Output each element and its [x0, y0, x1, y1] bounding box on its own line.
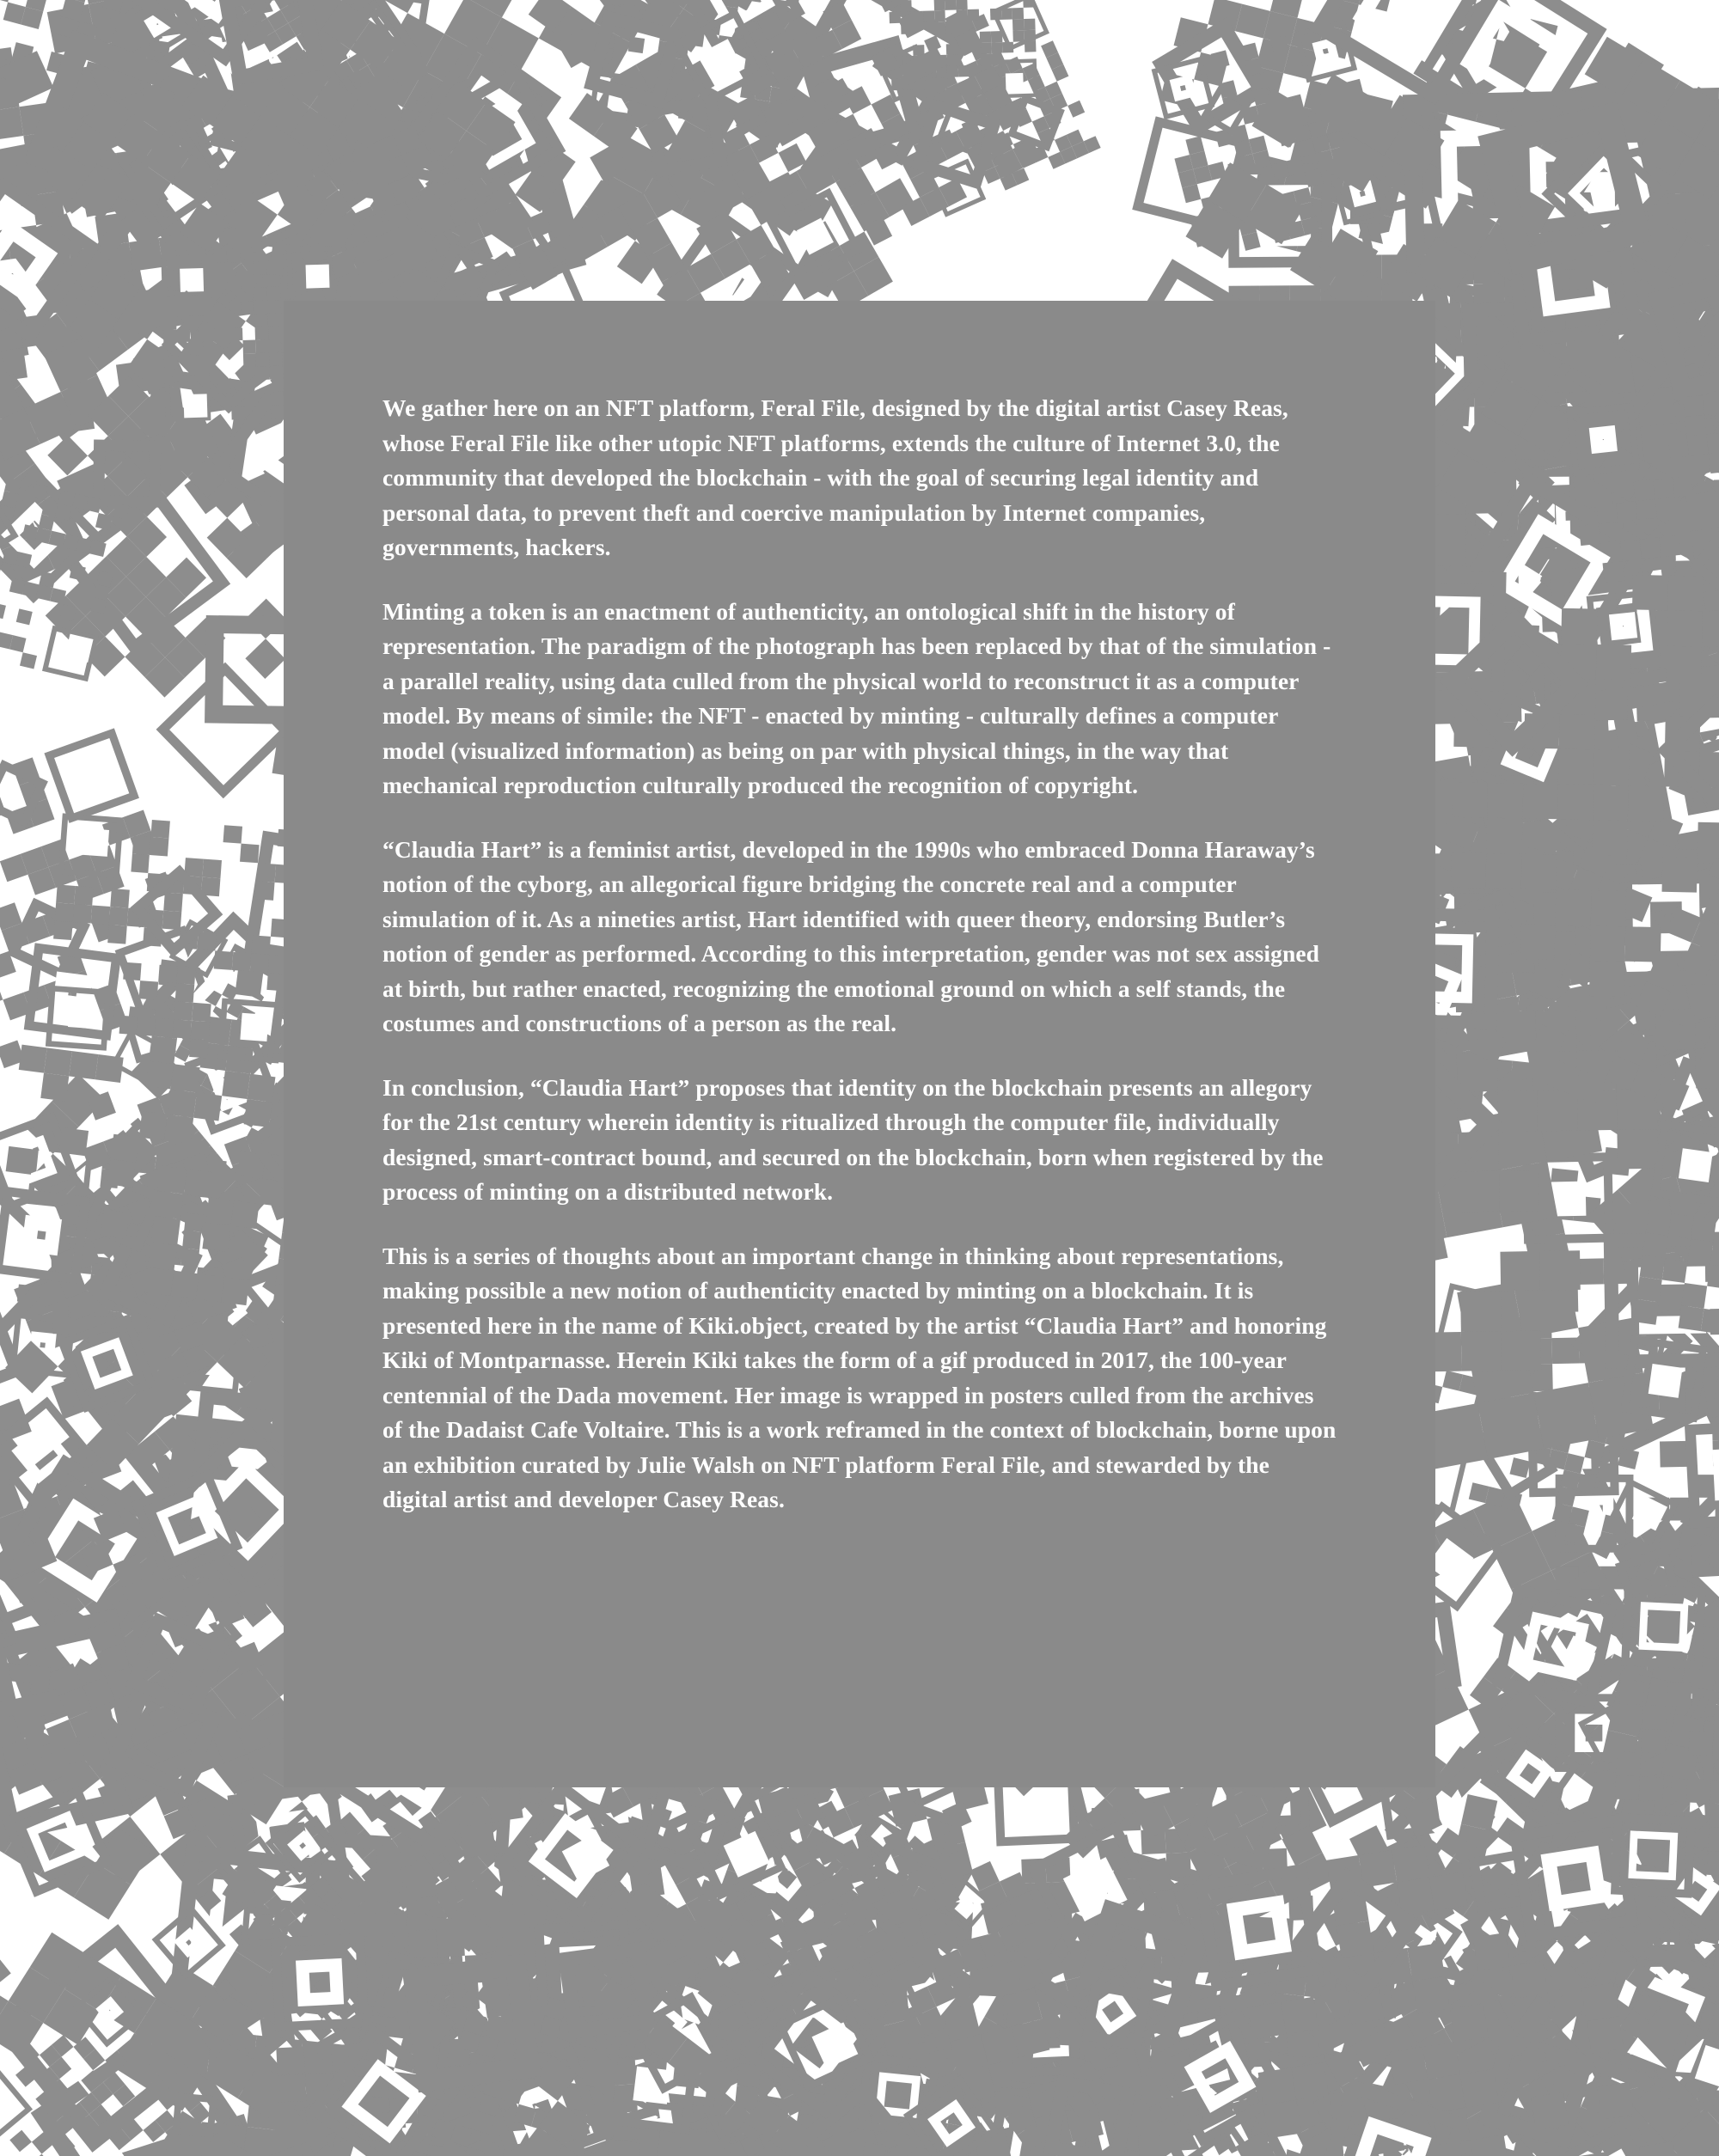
- qr-finder-pattern: [1650, 1120, 1719, 1206]
- qr-diamond-motif: [1080, 1980, 1151, 2050]
- qr-diamond-motif: [217, 0, 324, 85]
- paragraph: This is a series of thoughts about an important change in thinking about representations, making possible a new notion of authenticity enacted by minting on a blockchain. It is presented here in the name of Kiki.object, created by the artist “Claudia Hart” and honoring Kiki of Montparnasse. Herein Kiki takes the form of a gif produced in 2017, the 100-year centennial of the Dada movement. Her image is wrapped in posters culled from the archives of the Dadaist Cafe Voltaire. This is a work reframed in the context of blockchain, borne upon an exhibition curated by Julie Walsh on NFT platform Feral File, and stewarded by the digital artist and developer Casey Reas.: [382, 1242, 1337, 1512]
- qr-finder-pattern: [165, 376, 211, 421]
- paragraph: Minting a token is an enactment of authenticity, an ontological shift in the history of representation. The paradigm of the photograph has been replaced by that of the simulation - a parallel reality, using data culled from the physical world to reconstruct it as a computer model. By means of simile: the NFT - enacted by minting - culturally defines a computer model (visualized information) as being on par with physical things, in the way that mechanical reproduction culturally produced the recognition of copyright.: [382, 597, 1331, 798]
- paragraph: “Claudia Hart” is a feminist artist, developed in the 1990s who embraced Donna Haraway’s notion of the cyborg, an allegorical figure bridging the concrete real and a computer simulation of it. As a nineties artist, Hart identified with queer theory, endorsing Butler’s notion of gender as performed. According to this interpretation, gender was not sex assigned at birth, but rather enacted, recognizing the emotional ground on which a self stands, the costumes and constructions of a person as the real.: [382, 835, 1320, 1036]
- qr-finder-pattern: [1620, 1335, 1707, 1422]
- qr-diamond-motif: [1043, 2075, 1136, 2156]
- qr-finder-pattern: [287, 246, 333, 291]
- qr-finder-pattern: [1492, 1584, 1617, 1708]
- qr-diamond-motif: [401, 1953, 541, 2092]
- qr-module-cluster: [46, 812, 297, 1063]
- paragraph: In conclusion, “Claudia Hart” proposes that identity on the blockchain presents an allegory for the 21st century wherein identity is ritualized through the computer file, individually designed, smart-contract bound, and secured on the blockchain, born when registered by the process of minting on a distributed network.: [382, 1073, 1324, 1205]
- qr-diamond-motif: [92, 439, 161, 508]
- qr-finder-pattern: [45, 729, 139, 823]
- statement-text-panel: [284, 301, 1435, 1787]
- qr-finder-pattern: [46, 985, 111, 1050]
- qr-finder-pattern: [1685, 1419, 1719, 1528]
- qr-finder-pattern: [162, 250, 207, 296]
- qr-finder-pattern: [42, 625, 99, 681]
- qr-diamond-motif: [1657, 695, 1719, 809]
- qr-diamond-motif: [172, 2092, 217, 2136]
- qr-finder-pattern: [1566, 403, 1639, 476]
- qr-diamond-motif: [156, 290, 218, 352]
- qr-finder-pattern: [1610, 1814, 1695, 1899]
- qr-finder-pattern: [272, 1933, 370, 2031]
- qr-finder-pattern: [217, 998, 283, 1063]
- qr-finder-pattern: [1621, 1585, 1706, 1670]
- qr-diamond-motif: [584, 10, 684, 110]
- qr-finder-pattern: [1716, 914, 1719, 1036]
- qr-module-cluster: [1610, 1585, 1719, 1909]
- qr-finder-pattern: [852, 0, 948, 12]
- qr-finder-pattern: [0, 1187, 90, 1284]
- qr-finder-pattern: [58, 812, 123, 877]
- paragraph: We gather here on an NFT platform, Feral File, designed by the digital artist Casey Reas, whose Feral File like other utopic NFT platforms, extends the culture of Internet 3.0, the community that developed the blockchain - with the goal of securing legal identity and personal data, to prevent theft and coercive manipulation by Internet companies, governments, hackers.: [382, 394, 1288, 560]
- qr-diamond-motif: [558, 1942, 656, 2040]
